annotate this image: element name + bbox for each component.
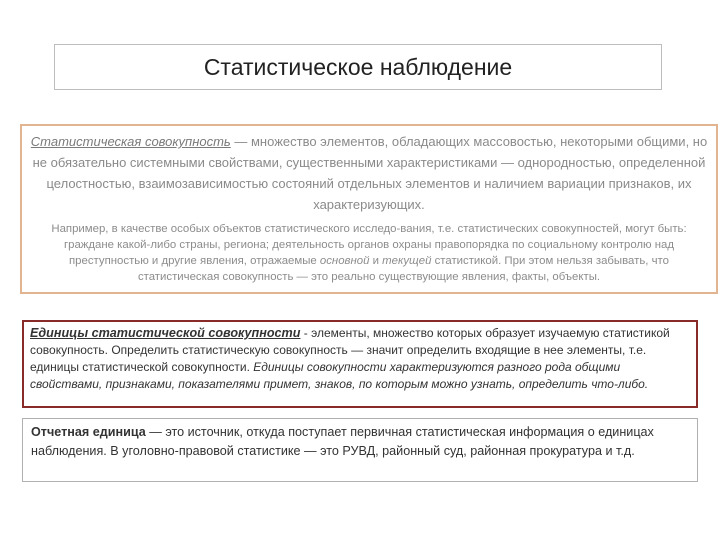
example-italic-current: текущей: [382, 255, 432, 267]
reporting-term: Отчетная единица: [31, 425, 146, 439]
statistical-population-block: [20, 124, 718, 294]
example-and: и: [369, 255, 383, 267]
reporting-unit-block: [22, 418, 698, 482]
population-definition: [30, 131, 708, 215]
population-units-block: [22, 320, 698, 408]
slide-title: [54, 44, 662, 90]
example-text-1: Например, в качестве особых объектов статистического исследо-вания, т.е. статистических совокупностей, могут быть: граждане какой-либо страны, региона; деятельность органов охраны правопорядка по социальному контролю над преступностью и другие явления, отражаемые: [51, 223, 687, 267]
reporting-paragraph: [31, 423, 691, 460]
population-example: [30, 221, 708, 285]
example-italic-main: основной: [319, 255, 370, 267]
population-term: Статистическая совокупность: [30, 134, 231, 149]
units-term: Единицы статистической совокупности: [30, 326, 301, 340]
units-text: - элементы, множество которых образует изучаемую статистикой совокупность. Определить статистическую совокупность — значит определить входящие в нее элементы, т.е. единицы статистической совокупности.: [30, 326, 670, 374]
title-text: Статистическое наблюдение: [203, 53, 513, 80]
population-definition-text: — множество элементов, обладающих массовостью, некоторыми общими, но не обязательно системными свойствами, существенными характеристиками — однородностью, определенной целостностью, взаимозависимостью состояний отдельных элементов и наличием вариации признаков, их характеризующих.: [32, 134, 708, 212]
reporting-text: — это источник, откуда поступает первичная статистическая информация о единицах наблюдения. В уголовно-правовой статистике — это РУВД, районный суд, районная прокуратура и т.д.: [31, 425, 654, 458]
example-text-2: статистикой. При этом нельзя забывать, что статистическая совокупность — это реально существующие явления, факты, объекты.: [137, 255, 669, 283]
units-italic-text: Единицы совокупности характеризуются разного рода общими свойствами, признаками, показателями примет, знаков, по которым можно узнать, определить что-либо.: [30, 360, 649, 391]
units-paragraph: [30, 325, 690, 393]
